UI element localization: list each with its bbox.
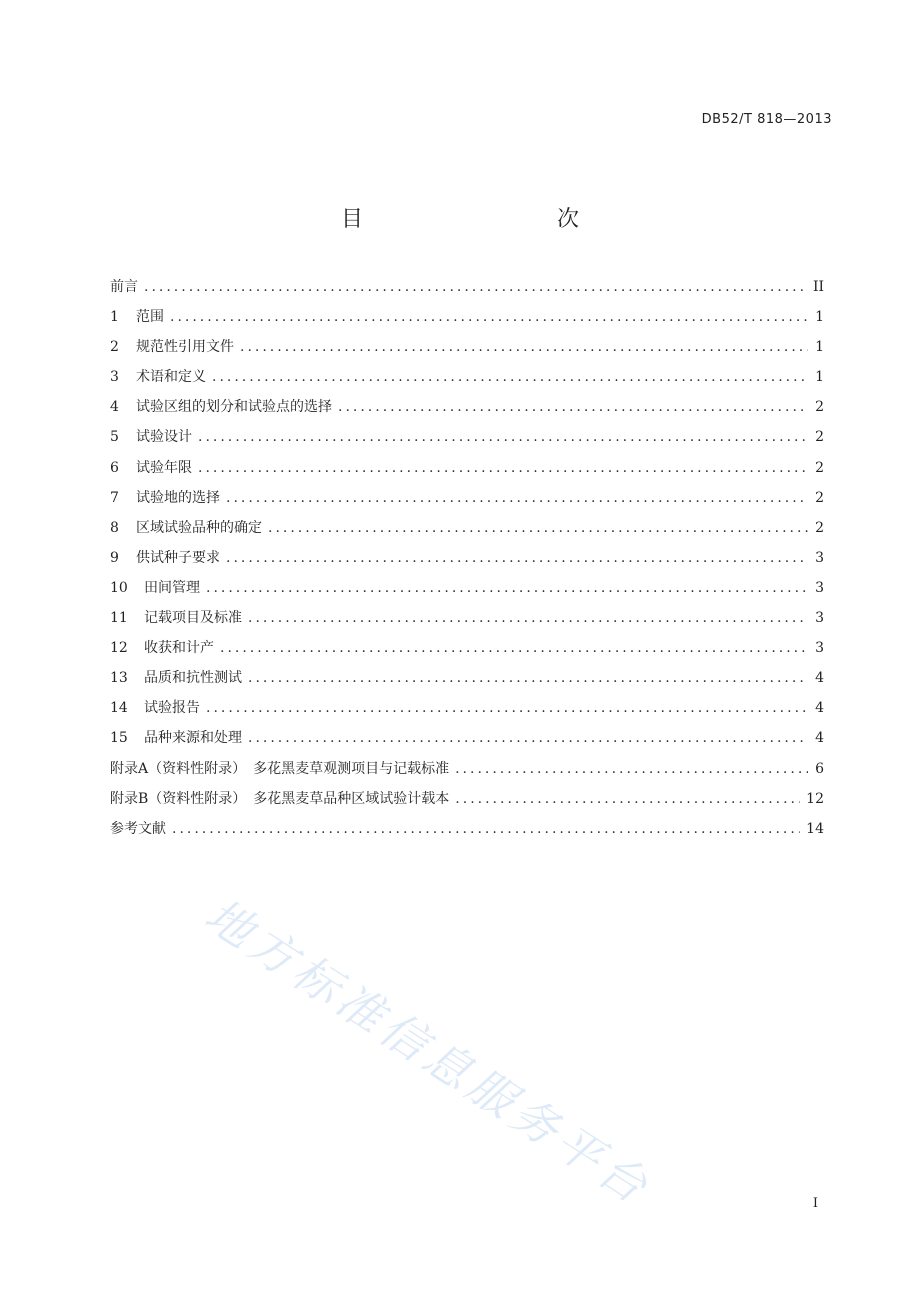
toc-entry[interactable]	[110, 487, 824, 517]
toc-entry-page: 2	[815, 459, 824, 476]
toc-entry-label: 参考文献	[110, 820, 166, 837]
watermark: 地方标准信息服务平台	[195, 887, 662, 1217]
toc-entry[interactable]	[110, 607, 824, 637]
toc-entry-number: 2	[110, 339, 119, 356]
toc-entry-page: 3	[815, 579, 824, 596]
toc-entry-page: 3	[815, 549, 824, 566]
toc-leader-dots	[144, 279, 807, 295]
toc-entry-label: 试验年限	[136, 459, 192, 476]
toc-entry[interactable]	[110, 426, 824, 456]
page-number: I	[812, 1196, 818, 1211]
toc-leader-dots	[206, 580, 808, 596]
toc-entry-number: 7	[110, 489, 119, 506]
toc-leader-dots	[226, 490, 808, 506]
toc-entry-label: 收获和计产	[144, 640, 214, 657]
toc-entry-number: 8	[110, 519, 119, 536]
toc-leader-dots	[198, 429, 808, 445]
toc-entry-number: 3	[110, 369, 119, 386]
toc-entry-label: 试验设计	[136, 429, 192, 446]
toc-entry[interactable]	[110, 547, 824, 577]
toc-entry-number: 12	[110, 640, 128, 657]
toc-entry[interactable]	[110, 517, 824, 547]
toc-entry[interactable]	[110, 396, 824, 426]
toc-leader-dots	[206, 700, 808, 716]
toc-leader-dots	[248, 730, 808, 746]
table-of-contents	[110, 276, 824, 848]
toc-entry-page: 2	[815, 519, 824, 536]
toc-leader-dots	[338, 399, 808, 415]
toc-entry-label: 前言	[110, 279, 138, 295]
toc-entry[interactable]	[110, 758, 824, 788]
toc-entry[interactable]	[110, 306, 824, 336]
toc-entry-number: 15	[110, 730, 128, 747]
toc-leader-dots	[220, 640, 808, 656]
toc-entry[interactable]	[110, 457, 824, 487]
toc-entry-page: 1	[815, 309, 824, 326]
toc-entry-page: 4	[815, 700, 824, 717]
toc-entry-number: 6	[110, 459, 119, 476]
toc-entry[interactable]	[110, 788, 824, 818]
toc-entry-page: 2	[815, 429, 824, 446]
toc-leader-dots	[226, 550, 808, 566]
toc-entry[interactable]	[110, 727, 824, 757]
toc-entry[interactable]	[110, 818, 824, 848]
page-title: 目 次	[340, 207, 629, 232]
toc-leader-dots	[248, 670, 808, 686]
toc-entry[interactable]	[110, 637, 824, 667]
toc-entry-page: 4	[815, 730, 824, 747]
toc-entry-label: 附录B（资料性附录） 多花黑麦草品种区域试验计载本	[110, 790, 450, 807]
toc-entry-label: 记载项目及标准	[144, 610, 242, 627]
toc-entry-number: 11	[110, 610, 128, 627]
toc-entry-label: 品种来源和处理	[144, 730, 242, 747]
toc-leader-dots	[240, 339, 808, 355]
toc-entry[interactable]	[110, 577, 824, 607]
toc-entry-label: 试验报告	[144, 700, 200, 717]
toc-leader-dots	[198, 460, 808, 476]
toc-leader-dots	[268, 520, 808, 536]
toc-entry-number: 13	[110, 670, 128, 687]
toc-entry-label: 区域试验品种的确定	[136, 519, 262, 536]
toc-entry-page: 3	[815, 610, 824, 627]
toc-entry-page: 2	[815, 399, 824, 416]
toc-leader-dots	[170, 309, 808, 325]
toc-entry[interactable]	[110, 667, 824, 697]
toc-entry-page: 1	[815, 339, 824, 356]
toc-entry-page: 4	[815, 670, 824, 687]
toc-entry-label: 田间管理	[144, 579, 200, 596]
toc-entry-label: 试验地的选择	[136, 489, 220, 506]
toc-entry[interactable]	[110, 366, 824, 396]
toc-leader-dots	[455, 791, 800, 807]
toc-entry-label: 品质和抗性测试	[144, 670, 242, 687]
toc-leader-dots	[455, 761, 808, 777]
toc-leader-dots	[172, 821, 800, 837]
toc-entry-number: 5	[110, 429, 119, 446]
toc-entry-page: 3	[815, 640, 824, 657]
toc-entry-number: 4	[110, 399, 119, 416]
toc-entry[interactable]	[110, 276, 824, 306]
toc-entry-label: 试验区组的划分和试验点的选择	[136, 399, 332, 416]
toc-entry-number: 1	[110, 309, 119, 326]
toc-leader-dots	[248, 610, 808, 626]
toc-entry-label: 术语和定义	[136, 369, 206, 386]
toc-entry-number: 10	[110, 579, 128, 596]
toc-entry-label: 范围	[136, 309, 164, 326]
toc-entry-label: 规范性引用文件	[136, 339, 234, 356]
toc-entry-page: 14	[806, 820, 824, 837]
document-code: DB52/T 818—2013	[701, 112, 832, 127]
toc-entry-number: 14	[110, 700, 128, 717]
toc-entry-page: 2	[815, 489, 824, 506]
toc-leader-dots	[212, 369, 808, 385]
toc-entry[interactable]	[110, 336, 824, 366]
toc-entry-number: 9	[110, 549, 119, 566]
toc-entry-page: 12	[806, 790, 824, 807]
toc-entry[interactable]	[110, 697, 824, 727]
toc-entry-page: 6	[815, 760, 824, 777]
toc-entry-label: 附录A（资料性附录） 多花黑麦草观测项目与记载标准	[110, 760, 450, 777]
toc-entry-label: 供试种子要求	[136, 549, 220, 566]
toc-entry-page: 1	[815, 369, 824, 386]
toc-entry-page: II	[812, 279, 824, 295]
